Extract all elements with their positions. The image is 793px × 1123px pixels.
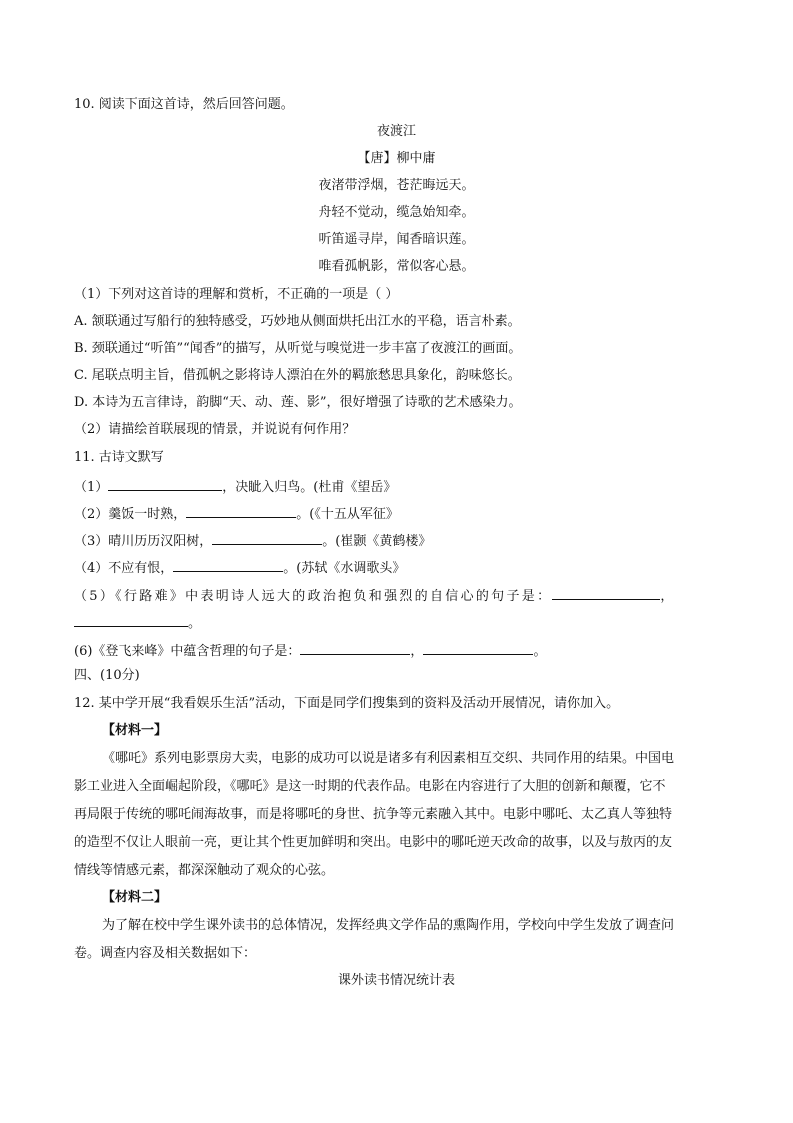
poem-line: 夜渚带浮烟，苍茫晦远天。 (318, 178, 475, 193)
material2-title: 【材料二】 (102, 890, 168, 905)
q10-option-a: A. 颔联通过写船行的独特感受，巧妙地从侧面烘托出江水的平稳，语言朴素。 (74, 314, 521, 329)
q12-heading: 12. 某中学开展“我看娱乐生活”活动，下面是同学们搜集到的资料及活动开展情况，请你加入。 (74, 696, 620, 711)
answer-blank[interactable] (552, 585, 660, 600)
answer-blank[interactable] (74, 612, 188, 627)
poem-author: 【唐】柳中庸 (357, 151, 436, 166)
item-suffix: ，决眦入归鸟。(杜甫《望岳》 (222, 480, 397, 495)
q10-option-c: C. 尾联点明主旨，借孤帆之影将诗人漂泊在外的羁旅愁思具象化，韵味悠长。 (74, 368, 521, 383)
answer-blank[interactable] (423, 640, 533, 655)
material1-line: 再局限于传统的哪吒闹海故事，而是将哪吒的身世、抗争等元素融入其中。电影中哪吒、太乙真人等独特 (74, 807, 673, 822)
q10-sub2: （2）请描绘首联展现的情景，并说说有何作用？ (74, 422, 356, 437)
q10-heading: 10. 阅读下面这首诗，然后回答问题。 (74, 97, 294, 112)
q11-item-2 (74, 503, 399, 524)
item-prefix: （4）不应有恨， (74, 561, 174, 576)
poem-line: 唯看孤帆影，常似客心悬。 (318, 259, 475, 274)
q11-item-1 (74, 476, 396, 497)
material1-line: 《哪吒》系列电影票房大卖，电影的成功可以说是诸多有利因素相互交织、共同作用的结果。中国电 (102, 751, 675, 766)
answer-blank[interactable] (173, 557, 283, 572)
q10-option-d: D. 本诗为五言律诗，韵脚“天、动、莲、影”，很好增强了诗歌的艺术感染力。 (74, 395, 522, 410)
material1-line: 的造型不仅让人眼前一亮，更让其个性更加鲜明和突出。电影中的哪吒逆天改命的故事，以及与敖丙的友 (74, 835, 673, 850)
item-prefix: （2）羹饭一时熟， (74, 507, 187, 522)
item-suffix: 。(苏轼《水调歌头》 (283, 561, 406, 576)
item-prefix: (6)《登飞来峰》中蕴含哲理的句子是： (74, 644, 301, 659)
q11-item-4 (74, 557, 405, 578)
material2-line: 为了解在校中学生课外读书的总体情况，发挥经典文学作品的熏陶作用，学校向中学生发放了调查问 (102, 918, 675, 933)
item-suffix: 。(崔颢《黄鹤楼》 (322, 534, 432, 549)
q11-item-6 (74, 640, 546, 661)
answer-blank[interactable] (108, 476, 222, 491)
q11-item-5-cont (74, 612, 201, 633)
item-end: 。 (533, 644, 547, 659)
item-prefix: （3）晴川历历汉阳树， (74, 534, 213, 549)
material2-line: 卷。调查内容及相关数据如下： (74, 946, 257, 961)
item-suffix: 。(《十五从军征》 (296, 507, 399, 522)
item-separator: ， (410, 644, 424, 659)
answer-blank[interactable] (186, 503, 296, 518)
item-prefix: （5）《行路难》中表明诗人远大的政治抱负和强烈的自信心的句子是： (74, 589, 553, 604)
poem-title: 夜渡江 (376, 124, 416, 139)
q10-option-b: B. 颈联通过“听笛”“闻香”的描写，从听觉与嗅觉进一步丰富了夜渡江的画面。 (74, 341, 522, 356)
poem-line: 舟轻不觉动，缆急始知牵。 (318, 205, 475, 220)
material1-title: 【材料一】 (102, 723, 168, 738)
item-prefix: （1） (74, 480, 109, 495)
q10-sub1: （1）下列对这首诗的理解和赏析，不正确的一项是（ ） (74, 287, 399, 302)
answer-blank[interactable] (300, 640, 410, 655)
item-end: 。 (188, 616, 202, 631)
material1-line: 情线等情感元素，都深深触动了观众的心弦。 (74, 863, 335, 878)
q11-item-5 (74, 585, 673, 606)
q11-item-3 (74, 530, 431, 551)
q11-heading: 11. 古诗文默写 (74, 450, 164, 465)
item-separator: ， (660, 589, 674, 604)
answer-blank[interactable] (212, 530, 322, 545)
table-title: 课外读书情况统计表 (337, 973, 455, 988)
section-heading: 四、(10分) (74, 668, 140, 683)
poem-line: 听笛遥寻岸，闻香暗识莲。 (318, 232, 475, 247)
material1-line: 影工业进入全面崛起阶段，《哪吒》是这一时期的代表作品。电影在内容进行了大胆的创新和颠覆，它不 (74, 779, 666, 794)
